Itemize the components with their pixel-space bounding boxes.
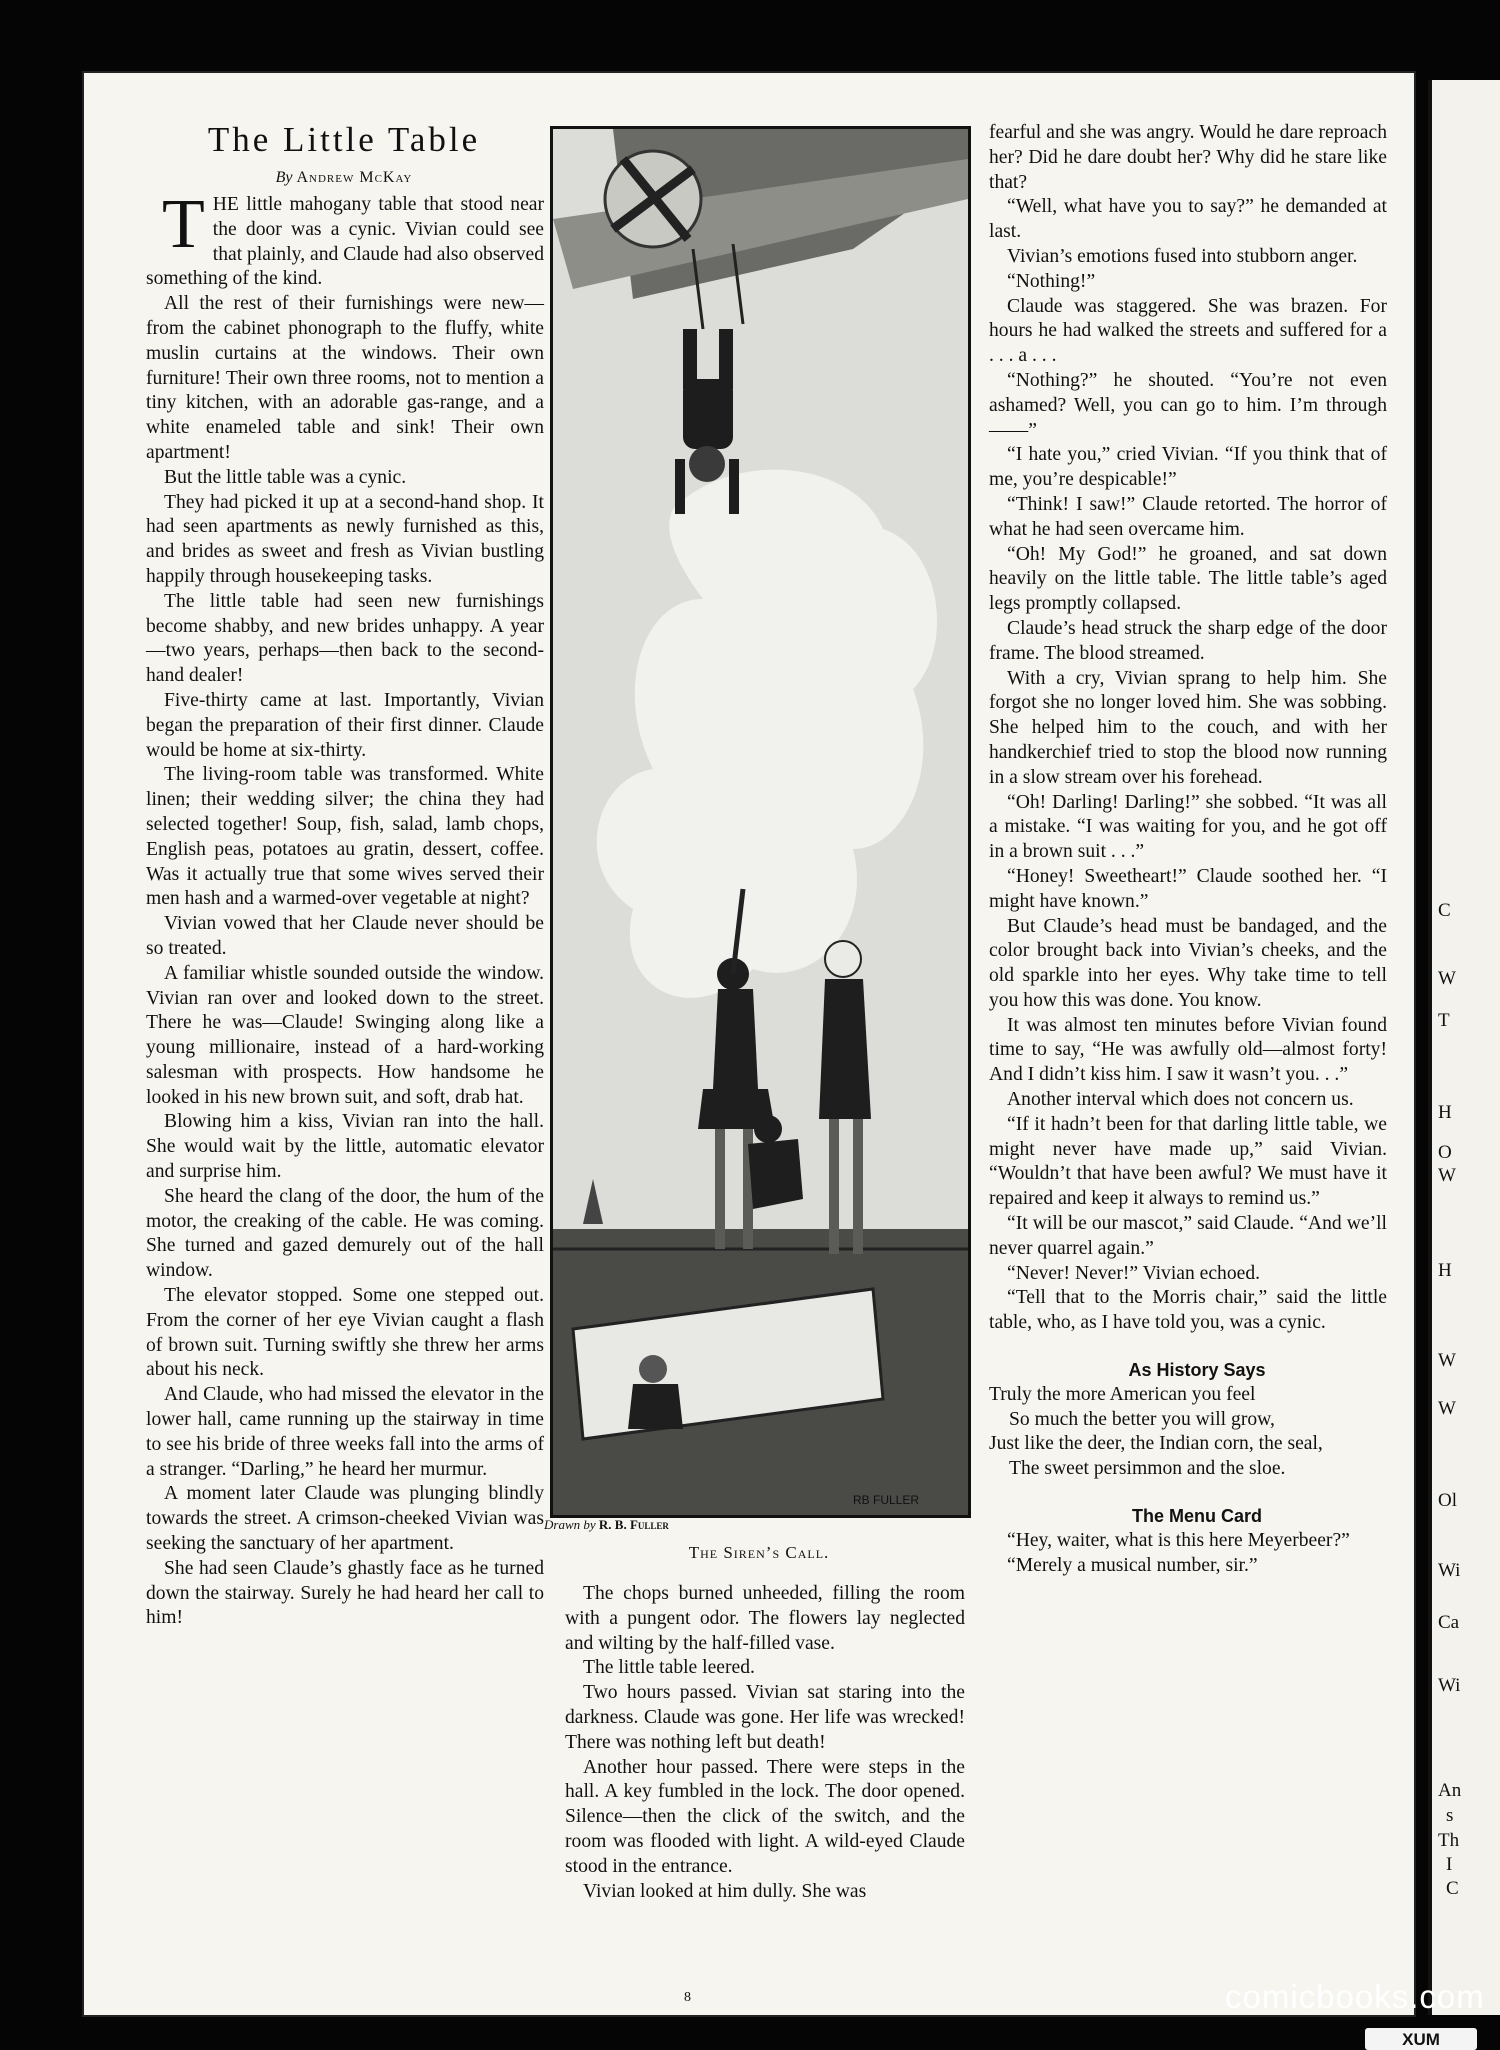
credit-prefix: Drawn by (544, 1517, 596, 1532)
adjacent-page-fragment: C (1446, 1878, 1459, 1899)
poem-line: So much the better you will grow, (1009, 1408, 1275, 1430)
poem-line: Truly the more American you feel (989, 1383, 1256, 1405)
menu-card-line: “Hey, waiter, what is this here Meyerbeer?” (1007, 1529, 1350, 1551)
adjacent-page-fragment: s (1446, 1805, 1454, 1826)
adjacent-page-fragment: Ca (1438, 1612, 1460, 1633)
paragraph: “Think! I saw!” Claude retorted. The horror of what he had seen overcame him. (989, 493, 1387, 540)
paragraph: Claude’s head struck the sharp edge of the door frame. The blood streamed. (989, 617, 1387, 664)
artist-signature: RB FULLER (853, 1493, 920, 1507)
site-watermark: comicbooks.com (1225, 1978, 1485, 2015)
byline-author: Andrew McKay (296, 169, 413, 186)
paragraph: All the rest of their furnishings were new—from the cabinet phonograph to the fluffy, white muslin curtains at the windows. Their own furniture! Their own three rooms, not to mention a tiny kitchen, with an adorable gas-range, and a white enameled table and sink! Their own apartment! (146, 293, 544, 463)
paragraph: “I hate you,” cried Vivian. “If you think that of me, you’re despicable!” (989, 444, 1387, 491)
paragraph: Two hours passed. Vivian sat staring into the darkness. Claude was gone. Her life was wrecked! There was nothing left but death! (565, 1682, 965, 1753)
adjacent-page-fragment: Wi (1438, 1560, 1461, 1581)
illustration-credit (544, 1517, 669, 1533)
paragraph: “Tell that to the Morris chair,” said the little table, who, as I have told you, was a cynic. (989, 1287, 1387, 1334)
paragraph: And Claude, who had missed the elevator in the lower hall, came running up the stairway in time to see his bride of three weeks fall into the arms of a stranger. “Darling,” he heard her murmur. (146, 1384, 544, 1480)
illustration-sirens-call (550, 126, 971, 1518)
adjacent-page-edge (1428, 80, 1500, 2015)
paragraph: fearful and she was angry. Would he dare reproach her? Did he dare doubt her? Why did he stare like that? (989, 122, 1387, 193)
paragraph: They had picked it up at a second-hand shop. It had seen apartments as newly furnished as this, and brides as sweet and fresh as Vivian bustling happily through housekeeping tasks. (146, 491, 544, 587)
drop-cap: T (162, 186, 205, 263)
paragraph-text: HE little mahogany table that stood near the door was a cynic. Vivian could see that plainly, and Claude had also observed something of the kind. (146, 194, 544, 290)
paragraph: “Oh! Darling! Darling!” she sobbed. “It was all a mistake. “I was waiting for you, and he got off in a brown suit . . .” (989, 791, 1387, 863)
paragraph: “If it hadn’t been for that darling little table, we might never have made up,” said Vivian. “Wouldn’t that have been awful? We must have it repaired and keep it always to remind us.” (989, 1113, 1387, 1210)
page-number: 8 (684, 1990, 691, 2005)
illustration-caption: The Siren’s Call. (688, 1543, 830, 1562)
adjacent-page-fragment: An (1438, 1780, 1462, 1801)
paragraph: But the little table was a cynic. (164, 466, 407, 488)
text-column-1 (146, 186, 544, 1631)
adjacent-page-fragment: T (1438, 1010, 1450, 1031)
credit-artist: R. B. Fuller (598, 1517, 669, 1532)
poem (989, 1383, 1387, 1482)
menu-card-line: “Merely a musical number, sir.” (1007, 1554, 1258, 1576)
paragraph: “Nothing!” (1007, 270, 1096, 292)
paragraph: The chops burned unheeded, filling the room with a pungent odor. The flowers lay neglected and wilting by the half-filled vase. (565, 1583, 965, 1654)
poem-line: Just like the deer, the Indian corn, the seal, (989, 1433, 1323, 1455)
paragraph: Vivian looked at him dully. She was (583, 1880, 867, 1902)
paragraph: Another interval which does not concern us. (1007, 1089, 1354, 1111)
paragraph: Vivian’s emotions fused into stubborn anger. (1007, 245, 1358, 267)
adjacent-page-fragment: C (1438, 900, 1451, 921)
paragraph: A familiar whistle sounded outside the window. Vivian ran over and looked down to the street. There he was—Claude! Swinging along like a young millionaire, instead of a hard-working salesman with prospects. How handsome he looked in his new brown suit, and soft, drab hat. (146, 962, 544, 1108)
adjacent-page-fragment: H (1438, 1260, 1452, 1281)
adjacent-page-fragment: W (1438, 968, 1456, 989)
adjacent-page-fragment: Th (1438, 1830, 1460, 1851)
paragraph: The elevator stopped. Some one stepped out. From the corner of her eye Vivian caught a flash of brown suit. Turning swiftly she threw her arms about his neck. (146, 1285, 544, 1381)
poem-line: The sweet persimmon and the sloe. (1009, 1458, 1286, 1480)
paragraph: A moment later Claude was plunging blindly towards the street. A crimson-cheeked Vivian was seeking the sanctuary of her apartment. (146, 1483, 544, 1555)
adjacent-page-fragment: O (1438, 1142, 1452, 1163)
paragraph: “Oh! My God!” he groaned, and sat down heavily on the little table. The little table’s aged legs promptly collapsed. (989, 543, 1387, 615)
byline-prefix: By (275, 169, 293, 186)
paragraph: With a cry, Vivian sprang to help him. She forgot she no longer loved him. She was sobbing. She helped him to the couch, and with her handkerchief tried to stop the blood now running in a slow stream over his forehead. (989, 667, 1387, 788)
paragraph: It was almost ten minutes before Vivian found time to say, “He was awfully old—almost forty! And I didn’t kiss him. I saw it wasn’t you. . .” (989, 1014, 1387, 1086)
menu-card-title: The Menu Card (1131, 1506, 1262, 1527)
adjacent-page-fragment: W (1438, 1165, 1456, 1186)
paragraph: But Claude’s head must be bandaged, and the color brought back into Vivian’s cheeks, and the old sparkle into her eyes. Why take time to tell you how this was done. You know. (989, 915, 1387, 1011)
paragraph: Another hour passed. There were steps in the hall. A key fumbled in the lock. The door opened. Silence—then the click of the switch, and the room was flooded with light. A wild-eyed Claude stood in the entrance. (565, 1756, 965, 1877)
paragraph: “Nothing?” he shouted. “You’re not even ashamed? Well, you can go to him. I’m through——” (989, 369, 1387, 441)
illustration-drawing (553, 129, 968, 1515)
story-title: The Little Table (207, 120, 481, 159)
adjacent-page-fragment: I (1446, 1854, 1453, 1875)
adjacent-page-fragment: H (1438, 1102, 1452, 1123)
paragraph: The little table leered. (583, 1657, 755, 1679)
paragraph (146, 186, 544, 292)
paragraph: She heard the clang of the door, the hum of the motor, the creaking of the cable. He was coming. She turned and gazed demurely out of the hall window. (146, 1185, 544, 1282)
text-column-2 (565, 1582, 965, 1904)
paragraph: She had seen Claude’s ghastly face as he turned down the stairway. Surely he had heard her call to him! (146, 1557, 544, 1629)
paragraph: Blowing him a kiss, Vivian ran into the hall. She would wait by the little, automatic elevator and surprise him. (146, 1111, 544, 1183)
corner-tag: XUM (1365, 2028, 1477, 2050)
paragraph: The little table had seen new furnishings become shabby, and new brides unhappy. A year—two years, perhaps—then back to the second-hand dealer! (146, 590, 544, 687)
paragraph: Claude was staggered. She was brazen. For hours he had walked the streets and suffered for a . . . a . . . (989, 295, 1387, 367)
poem-title: As History Says (1128, 1360, 1266, 1381)
story-byline (144, 169, 544, 187)
text-column-3 (989, 121, 1387, 1578)
paragraph: “Honey! Sweetheart!” Claude soothed her. “I might have known.” (989, 865, 1387, 912)
paragraph: Vivian vowed that her Claude never should be so treated. (146, 913, 544, 959)
adjacent-page-fragment: W (1438, 1398, 1456, 1419)
adjacent-page-fragment: W (1438, 1350, 1456, 1371)
paragraph: “Never! Never!” Vivian echoed. (1007, 1262, 1261, 1284)
paragraph: Five-thirty came at last. Importantly, Vivian began the preparation of their first dinner. Claude would be home at six-thirty. (146, 689, 544, 761)
magazine-page (84, 73, 1414, 2015)
adjacent-page-fragment: Ol (1438, 1490, 1457, 1511)
paragraph: “Well, what have you to say?” he demanded at last. (989, 196, 1387, 243)
paragraph: The living-room table was transformed. White linen; their wedding silver; the china they had selected together! Soup, fish, salad, lamb chops, English peas, potatoes au gratin, dessert, coffee. Was it actually true that some wives served their men hash and a warmed-over vegetable at night? (146, 764, 544, 910)
paragraph: “It will be our mascot,” said Claude. “And we’ll never quarrel again.” (989, 1213, 1387, 1259)
adjacent-page-fragment: Wi (1438, 1675, 1461, 1696)
